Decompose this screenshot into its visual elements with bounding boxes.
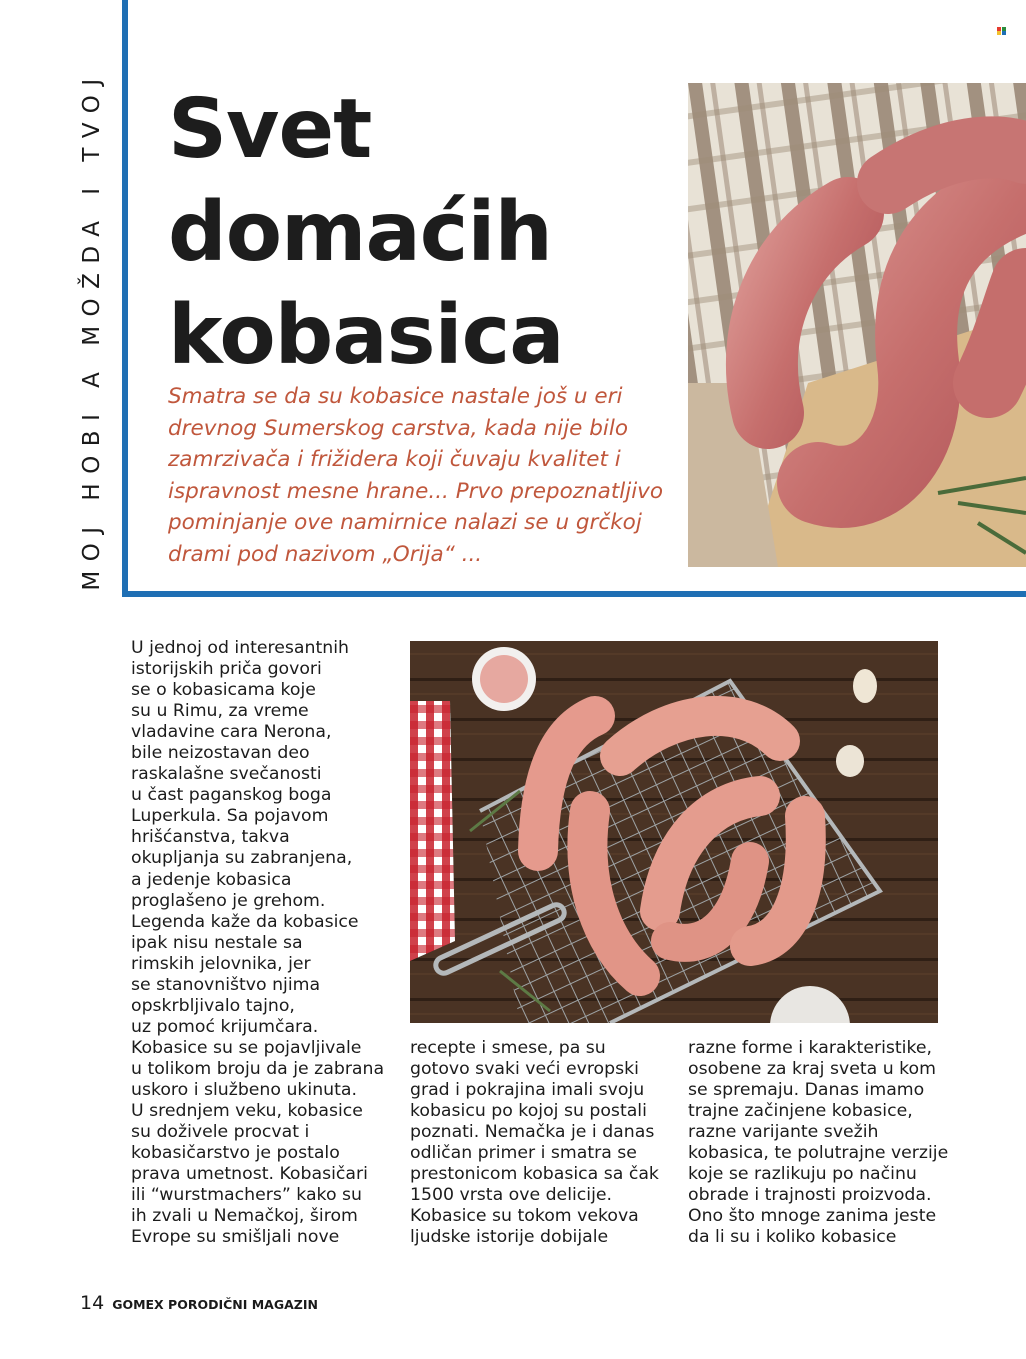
lead-line: ispravnost mesne hrane... Prvo prepoznatljivo — [168, 478, 664, 504]
page-footer — [80, 1292, 318, 1314]
body-line: obrade i trajnosti proizvoda. — [688, 1185, 932, 1206]
body-line: prava umetnost. Kobasičari — [131, 1164, 368, 1185]
section-label: MOJ HOBI A MOŽDA I TVOJ — [79, 69, 105, 591]
body-line: trajne začinjene kobasice, — [688, 1101, 913, 1122]
body-line: razne varijante svežih — [688, 1122, 879, 1143]
lead-line: pominjanje ove namirnice nalazi se u grčkoj — [168, 510, 642, 536]
body-line: odličan primer i smatra se — [410, 1143, 637, 1164]
lead-line: drami pod nazivom „Orija“ ... — [168, 541, 483, 567]
body-line: raskalašne svečanosti — [131, 764, 322, 785]
body-line: rimskih jelovnika, jer — [131, 953, 311, 974]
body-line: grad i pokrajina imali svoju — [410, 1080, 645, 1101]
body-line: ih zvali u Nemačkoj, širom — [131, 1206, 358, 1227]
accent-vertical-bar — [122, 0, 128, 597]
body-line: u čast paganskog boga — [131, 785, 332, 806]
body-line: U jednoj od interesantnih — [131, 638, 349, 658]
body-line: razne forme i karakteristike, — [688, 1038, 932, 1058]
brand-logo-icon — [997, 27, 1006, 35]
body-line: su doživele procvat i — [131, 1122, 310, 1143]
body-line: se spremaju. Danas imamo — [688, 1080, 925, 1101]
article-title — [168, 78, 564, 387]
body-line: se stanovništvo njima — [131, 974, 321, 995]
body-line: istorijskih priča govori — [131, 659, 322, 680]
body-line: ljudske istorije dobijale — [410, 1227, 609, 1248]
body-column-1 — [131, 638, 384, 1248]
body-line: su u Rimu, za vreme — [131, 701, 309, 722]
title-line: domaćih — [168, 185, 552, 280]
body-line: u tolikom broju da je zabrana — [131, 1058, 385, 1079]
body-line: uz pomoć krijumčara. — [131, 1016, 319, 1037]
body-line: U srednjem veku, kobasice — [131, 1101, 363, 1122]
body-line: se o kobasicama koje — [131, 680, 316, 701]
magazine-name: GOMEX PORODIČNI MAGAZIN — [112, 1297, 318, 1312]
body-line: Legenda kaže da kobasice — [131, 911, 359, 932]
title-line: kobasica — [168, 288, 564, 383]
body-line: okupljanja su zabranjena, — [131, 848, 353, 869]
body-line: da li su i koliko kobasice — [688, 1227, 897, 1248]
body-line: opskrbljivalo tajno, — [131, 995, 295, 1016]
body-line: recepte i smese, pa su — [410, 1038, 606, 1058]
body-line: vladavine cara Nerona, — [131, 722, 332, 743]
body-column-2 — [410, 1038, 659, 1248]
body-line: koje se razlikuju po načinu — [688, 1164, 917, 1185]
body-line: Kobasice su se pojavljivale — [131, 1037, 362, 1058]
body-line: 1500 vrsta ove delicije. — [410, 1185, 613, 1206]
grill-sausage-photo — [410, 641, 938, 1023]
lead-line: zamrzivača i frižidera koji čuvaju kvalitet i — [168, 447, 621, 473]
body-line: uskoro i službeno ukinuta. — [131, 1079, 357, 1100]
body-line: prestonicom kobasica sa čak — [410, 1164, 659, 1185]
body-line: Ono što mnoge zanima jeste — [688, 1206, 937, 1227]
body-column-3 — [688, 1038, 948, 1248]
body-line: kobasicu po kojoj su postali — [410, 1101, 647, 1122]
body-line: poznati. Nemačka je i danas — [410, 1122, 655, 1143]
body-line: kobasica, te polutrajne verzije — [688, 1143, 949, 1164]
body-line: ili “wurstmachers” kako su — [131, 1185, 362, 1206]
lead-line: drevnog Sumerskog carstva, kada nije bilo — [168, 415, 628, 441]
body-line: kobasičarstvo je postalo — [131, 1143, 340, 1164]
accent-horizontal-bar — [122, 591, 1026, 597]
page-number: 14 — [80, 1292, 105, 1314]
body-line: a jedenje kobasica — [131, 869, 292, 890]
lead-line: Smatra se da su kobasice nastale još u eri — [168, 384, 623, 409]
body-line: bile neizostavan deo — [131, 743, 310, 764]
body-line: Kobasice su tokom vekova — [410, 1206, 639, 1227]
body-line: Luperkula. Sa pojavom — [131, 806, 329, 827]
body-line: gotovo svaki veći evropski — [410, 1059, 639, 1080]
title-line: Svet — [168, 82, 372, 177]
top-sausage-photo — [688, 83, 1026, 567]
article-lead — [168, 381, 673, 571]
body-line: proglašeno je grehom. — [131, 890, 326, 911]
body-line: hrišćanstva, takva — [131, 827, 290, 848]
body-line: ipak nisu nestale sa — [131, 932, 303, 953]
body-line: osobene za kraj sveta u kom — [688, 1059, 936, 1080]
body-line: Evrope su smišljali nove — [131, 1227, 340, 1248]
